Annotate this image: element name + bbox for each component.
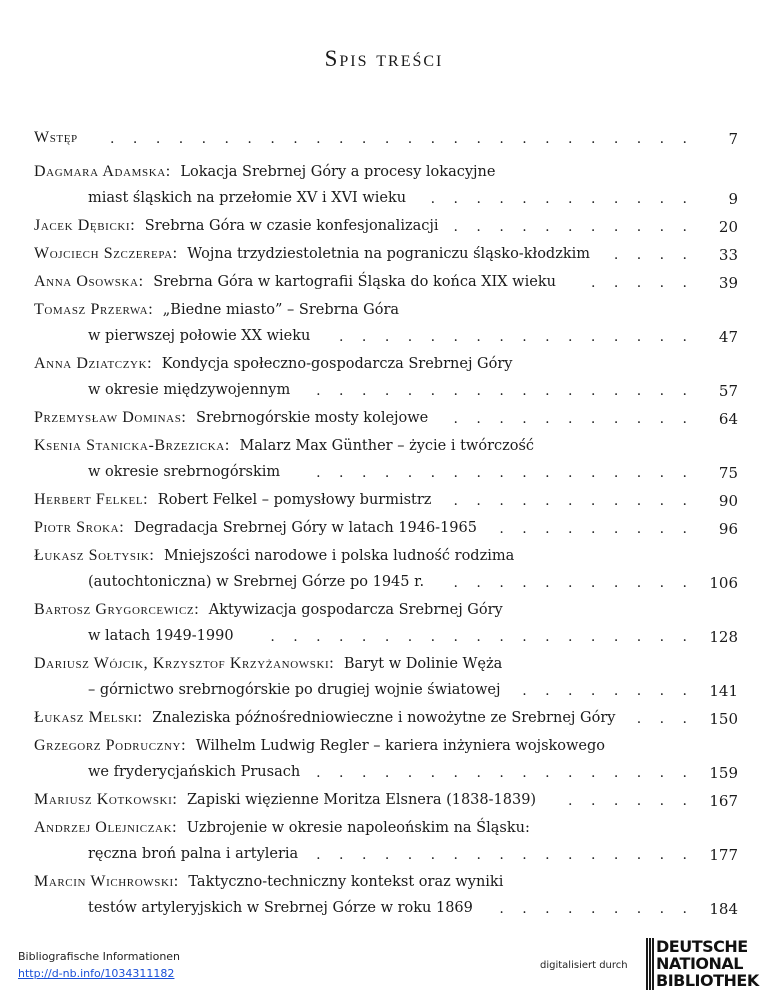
toc-title: Mniejszości narodowe i polska ludność rodzima	[163, 548, 515, 564]
toc-page-number: 64	[718, 410, 738, 428]
toc-page-number: 39	[718, 274, 738, 292]
dot-leader: . . . . . . . . . . . . . . . . . . . . . . . . . .	[110, 131, 694, 147]
toc-title: Zapiski więzienne Moritza Elsnera (1838-1839)	[186, 792, 537, 808]
toc-page-number: 57	[718, 382, 738, 400]
dot-leader: . . . . . . . . . . .	[453, 411, 694, 427]
toc-page-number: 159	[709, 764, 738, 782]
toc-entry[interactable]	[34, 158, 738, 212]
dot-leader: . . .	[636, 711, 694, 727]
toc-page-number: 128	[709, 628, 738, 646]
toc-title: Robert Felkel – pomysłowy burmistrz	[157, 492, 432, 508]
toc-title-continued: (autochtoniczna) w Srebrnej Górze po 1945 r.	[88, 574, 425, 590]
dot-leader: . . . .	[613, 247, 694, 263]
toc-entry[interactable]	[34, 732, 738, 786]
toc-title-continued: w okresie srebrnogórskim	[88, 464, 281, 480]
dot-leader: . . . . . . . . . . . . . . . . .	[316, 765, 694, 781]
toc-title: Taktyczno-techniczny kontekst oraz wyniki	[188, 874, 504, 890]
toc-title: Kondycja społeczno-gospodarcza Srebrnej Góry	[161, 356, 513, 372]
toc-author: Wstęp	[34, 129, 78, 146]
toc-page-number: 7	[728, 130, 738, 148]
dot-leader: . . . . . . . . . . . .	[430, 191, 694, 207]
toc-author: Dariusz Wójcik, Krzysztof Krzyżanowski:	[34, 655, 335, 672]
toc-page-number: 20	[718, 218, 738, 236]
toc-author: Łukasz Melski:	[34, 709, 143, 726]
toc-author: Łukasz Sołtysik:	[34, 547, 155, 564]
dot-leader: . . . . . . . . . . . . . . . . . . .	[270, 629, 694, 645]
toc-title: „Biedne miasto” – Srebrna Góra	[162, 302, 400, 318]
toc-page-number: 33	[718, 246, 738, 264]
toc-title-continued: w pierwszej połowie XX wieku	[88, 328, 311, 344]
logo-bars-icon	[646, 938, 654, 990]
toc-entry[interactable]	[34, 124, 738, 152]
toc-page-number: 47	[718, 328, 738, 346]
toc-entry[interactable]	[34, 704, 738, 732]
dot-leader: . . . . . . . . .	[499, 521, 694, 537]
toc-title: Degradacja Srebrnej Góry w latach 1946-1965	[133, 520, 477, 536]
toc-title-continued: we fryderycjańskich Prusach	[88, 764, 301, 780]
dot-leader: . . . . . .	[568, 793, 694, 809]
toc-title-continued: w okresie międzywojennym	[88, 382, 291, 398]
toc-title: Srebrna Góra w czasie konfesjonalizacji	[144, 218, 439, 234]
toc-author: Marcin Wichrowski:	[34, 873, 179, 890]
dot-leader: . . . . . . . .	[522, 683, 694, 699]
toc-author: Andrzej Olejniczak:	[34, 819, 178, 836]
toc-title-continued: w latach 1949-1990	[88, 628, 234, 644]
toc-entry[interactable]	[34, 786, 738, 814]
toc-entry[interactable]	[34, 514, 738, 542]
toc-author: Bartosz Grygorcewicz:	[34, 601, 200, 618]
dot-leader: . . . . .	[590, 275, 694, 291]
toc-title: Malarz Max Günther – życie i twórczość	[239, 438, 535, 454]
toc-entry[interactable]	[34, 814, 738, 868]
toc-title: Znaleziska późnośredniowieczne i nowożytne ze Srebrnej Góry	[152, 710, 616, 726]
dot-leader: . . . . . . . . . . . . . . . . .	[316, 847, 694, 863]
dot-leader: . . . . . . . . . . . . . . . . .	[316, 465, 694, 481]
toc-author: Anna Osowska:	[34, 273, 144, 290]
toc-entry[interactable]	[34, 542, 738, 596]
toc-title: Aktywizacja gospodarcza Srebrnej Góry	[208, 602, 503, 618]
dot-leader: . . . . . . . . . . .	[453, 493, 694, 509]
toc-title: Srebrnogórskie mosty kolejowe	[196, 410, 429, 426]
logo-text	[656, 938, 759, 989]
toc-author: Piotr Sroka:	[34, 519, 125, 536]
toc-entry[interactable]	[34, 350, 738, 404]
toc-page-number: 90	[718, 492, 738, 510]
bib-link[interactable]: http://d-nb.info/1034311182	[18, 967, 175, 980]
toc-title-continued: – górnictwo srebrnogórskie po drugiej wojnie światowej	[88, 682, 501, 698]
toc-title: Srebrna Góra w kartografii Śląska do końca XIX wieku	[153, 274, 556, 290]
digitalized-by-label: digitalisiert durch	[540, 960, 628, 971]
toc-entry[interactable]	[34, 596, 738, 650]
logo-line: DEUTSCHE	[656, 937, 748, 956]
toc-author: Herbert Felkel:	[34, 491, 149, 508]
toc-entry[interactable]	[34, 650, 738, 704]
toc-author: Anna Dziatczyk:	[34, 355, 153, 372]
toc-title: Lokacja Srebrnej Góry a procesy lokacyjne	[180, 164, 496, 180]
toc-title: Uzbrojenie w okresie napoleońskim na Śląsku:	[186, 820, 530, 836]
toc-author: Grzegorz Podruczny:	[34, 737, 187, 754]
dot-leader: . . . . . . . . . . . . . . . . .	[316, 383, 694, 399]
toc-author: Dagmara Adamska:	[34, 163, 171, 180]
dot-leader: . . . . . . . . . . .	[453, 575, 694, 591]
table-of-contents	[34, 124, 738, 922]
logo-line: BIBLIOTHEK	[656, 971, 759, 990]
dot-leader: . . . . . . . . .	[499, 901, 694, 917]
toc-page-number: 167	[709, 792, 738, 810]
toc-entry[interactable]	[34, 486, 738, 514]
toc-author: Przemysław Dominas:	[34, 409, 187, 426]
toc-page-number: 177	[709, 846, 738, 864]
toc-author: Tomasz Przerwa:	[34, 301, 154, 318]
toc-title: Wilhelm Ludwig Regler – kariera inżyniera wojskowego	[195, 738, 606, 754]
toc-author: Wojciech Szczerepa:	[34, 245, 178, 262]
toc-title-continued: miast śląskich na przełomie XV i XVI wieku	[88, 190, 407, 206]
toc-entry[interactable]	[34, 868, 738, 922]
logo-line: NATIONAL	[656, 954, 743, 973]
toc-entry[interactable]	[34, 240, 738, 268]
toc-entry[interactable]	[34, 432, 738, 486]
dnb-logo	[646, 938, 764, 990]
toc-title: Wojna trzydziestoletnia na pograniczu śląsko-kłodzkim	[187, 246, 591, 262]
toc-page-number: 141	[709, 682, 738, 700]
toc-title-continued: ręczna broń palna i artyleria	[88, 846, 299, 862]
page-title: Spis treści	[324, 46, 444, 71]
toc-page-number: 184	[709, 900, 738, 918]
toc-entry[interactable]	[34, 268, 738, 296]
toc-page-number: 9	[728, 190, 738, 208]
dot-leader: . . . . . . . . . . . . . . . .	[339, 329, 694, 345]
toc-title: Baryt w Dolinie Węża	[343, 656, 503, 672]
bibliographic-info	[18, 950, 180, 980]
toc-author: Jacek Dębicki:	[34, 217, 136, 234]
toc-entry[interactable]	[34, 212, 738, 240]
toc-page-number: 106	[709, 574, 738, 592]
toc-entry[interactable]	[34, 404, 738, 432]
toc-author: Ksenia Stanicka-Brzezicka:	[34, 437, 230, 454]
toc-page-number: 75	[718, 464, 738, 482]
toc-page-number: 150	[709, 710, 738, 728]
bib-label: Bibliografische Informationen	[18, 950, 181, 963]
toc-title-continued: testów artyleryjskich w Srebrnej Górze w roku 1869	[88, 900, 473, 916]
toc-entry[interactable]	[34, 296, 738, 350]
toc-page-number: 96	[718, 520, 738, 538]
dot-leader: . . . . . . . . . . .	[453, 219, 694, 235]
toc-author: Mariusz Kotkowski:	[34, 791, 178, 808]
